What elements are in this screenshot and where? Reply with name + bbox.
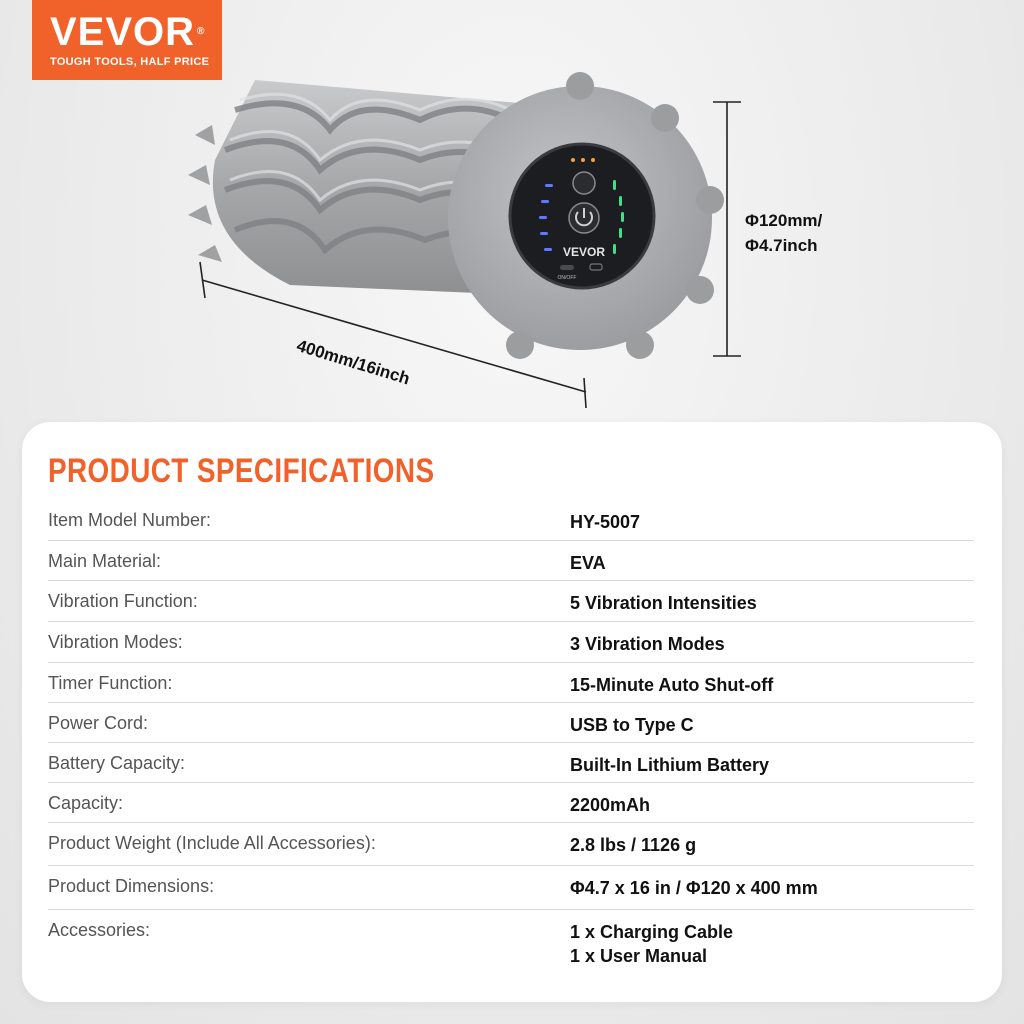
logo-brand: VEVOR ® xyxy=(50,10,206,54)
diameter-dimension-line xyxy=(713,102,741,356)
spec-label: Timer Function: xyxy=(48,673,173,693)
length-label: 400mm/16inch xyxy=(294,336,413,389)
spec-label: Power Cord: xyxy=(48,713,149,733)
spec-row xyxy=(48,581,974,622)
spec-label: Main Material: xyxy=(48,551,162,571)
spec-label: Vibration Function: xyxy=(48,591,198,611)
spec-value: 2200mAh xyxy=(570,795,651,815)
spec-value: Φ4.7 x 16 in / Φ120 x 400 mm xyxy=(570,878,818,898)
spec-row xyxy=(48,743,974,783)
spec-row xyxy=(48,500,974,541)
spec-row xyxy=(48,910,974,980)
spec-label: Product Dimensions: xyxy=(48,876,215,896)
spec-value-line: 1 x User Manual xyxy=(570,946,708,966)
spec-row xyxy=(48,663,974,703)
foam-roller-image xyxy=(0,0,1024,420)
spec-label: Item Model Number: xyxy=(48,510,212,530)
spec-value-line: 1 x Charging Cable xyxy=(570,922,734,942)
panel-brand: VEVOR xyxy=(562,245,606,259)
spec-value: Built-In Lithium Battery xyxy=(570,755,769,775)
logo-tagline: TOUGH TOOLS, HALF PRICE xyxy=(50,56,210,68)
spec-row xyxy=(48,783,974,823)
spec-value: 15-Minute Auto Shut-off xyxy=(570,675,774,695)
switch-label: ON/OFF xyxy=(557,275,577,281)
diameter-mm: Φ120mm/ xyxy=(745,211,823,230)
spec-row xyxy=(48,866,974,910)
spec-value: 2.8 lbs / 1126 g xyxy=(570,835,697,855)
spec-value: 3 Vibration Modes xyxy=(570,634,725,654)
spec-value: 5 Vibration Intensities xyxy=(570,593,757,613)
spec-row xyxy=(48,541,974,581)
spec-row xyxy=(48,823,974,866)
spec-value: EVA xyxy=(570,553,606,573)
spec-row xyxy=(48,622,974,663)
spec-label: Product Weight (Include All Accessories): xyxy=(48,833,376,853)
diameter-label xyxy=(745,208,822,258)
spec-label: Accessories: xyxy=(48,920,151,940)
spec-row xyxy=(48,703,974,743)
spec-value: HY-5007 xyxy=(570,512,641,532)
spec-label: Battery Capacity: xyxy=(48,753,186,773)
spec-title: PRODUCT SPECIFICATIONS xyxy=(48,452,435,490)
spec-value xyxy=(570,920,733,968)
diameter-inch: Φ4.7inch xyxy=(745,236,818,255)
spec-label: Vibration Modes: xyxy=(48,632,183,652)
spec-card xyxy=(22,422,1002,1002)
spec-table xyxy=(48,500,974,980)
spec-label: Capacity: xyxy=(48,793,124,813)
mode-button xyxy=(573,172,595,194)
spec-value: USB to Type C xyxy=(570,715,694,735)
